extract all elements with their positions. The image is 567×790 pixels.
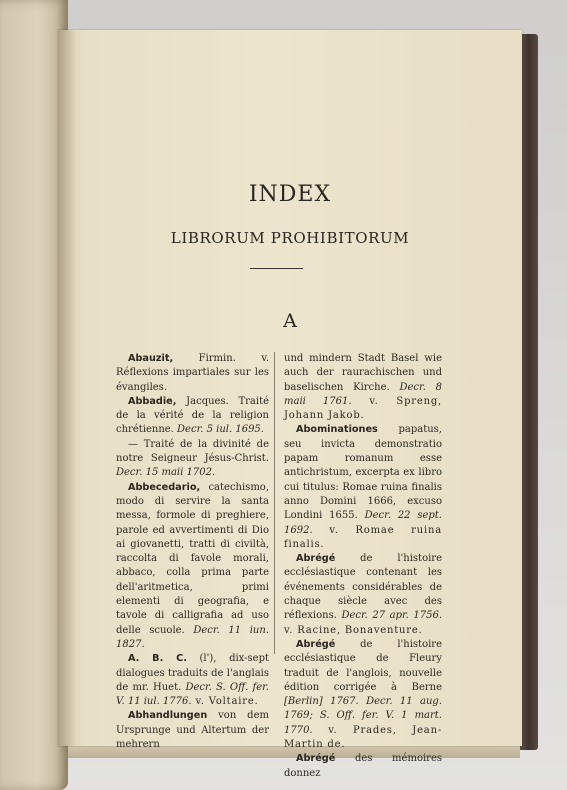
index-entry: Abrégé de l'histoire ecclésiastique de Fleury traduit de l'anglois, nouvelle édition corrigée à Berne [Berlin] 1767. Decr. 11 aug. 1769; S. Off. fer. V. 1 mart. 1770. v. Prades, Jean-Martin de.	[284, 638, 442, 751]
section-letter: A	[283, 310, 297, 332]
index-entry: Abbadie, Jacques. Traité de la vérité de la religion chrétienne. Decr. 5 iul. 1695.	[116, 395, 269, 436]
index-entry: Abrégé de l'histoire ecclésiastique contenant les événements considérables de chaque siècle avec des réflexions. Decr. 27 apr. 1756. v. Racine, Bonaventure.	[284, 553, 443, 636]
index-entry: Abhandlungen von dem Ursprunge und Altertum der mehrern	[116, 710, 269, 751]
index-entry: Abrégé des mémoires donnez	[284, 753, 442, 779]
gutter-shadow	[58, 30, 76, 746]
index-entry: Abominationes papatus, seu invicta demonstratio papam romanum esse antichristum, excerpta ex libro cui titulus: Romae ruina finalis anno Domini 1666, excuso Londini 1655. Decr. 22 sept. 1692. v. Romae ruina finalis.	[284, 424, 442, 550]
index-entry: Abbecedario, catechismo, modo di servire la santa messa, formole di preghiere, parole ed avvertimenti di Dio ai giovanetti, tratti di civiltà, raccolta di favole morali, abbaco, colla prima parte dell'aritmetica, primi elementi di geografia, e tavole di calligrafia ad uso delle scuole. Decr. 11 iun. 1827.	[116, 481, 269, 650]
index-entry: A. B. C. (l'), dix-sept dialogues traduits de l'anglais de mr. Huet. Decr. S. Off. fer. V. 11 iul. 1776. v. Voltaire.	[116, 653, 270, 708]
index-entry: und mindern Stadt Basel wie auch der raurachischen und baselischen Kirche. Decr. 8 maii 1761. v. Spreng, Johann Jakob.	[284, 353, 442, 422]
column-divider	[274, 352, 275, 654]
page-subtitle: LIBRORUM PROHIBITORUM	[170, 229, 410, 247]
index-entry: Abauzit, Firmin. v. Réflexions impartiales sur les évangiles.	[116, 353, 269, 393]
left-column	[116, 352, 269, 752]
index-entry: — Traité de la divinité de notre Seigneur Jésus-Christ. Decr. 15 maii 1702.	[116, 438, 269, 479]
page-title: INDEX	[248, 182, 332, 207]
title-rule	[250, 268, 303, 269]
right-column	[284, 352, 442, 781]
